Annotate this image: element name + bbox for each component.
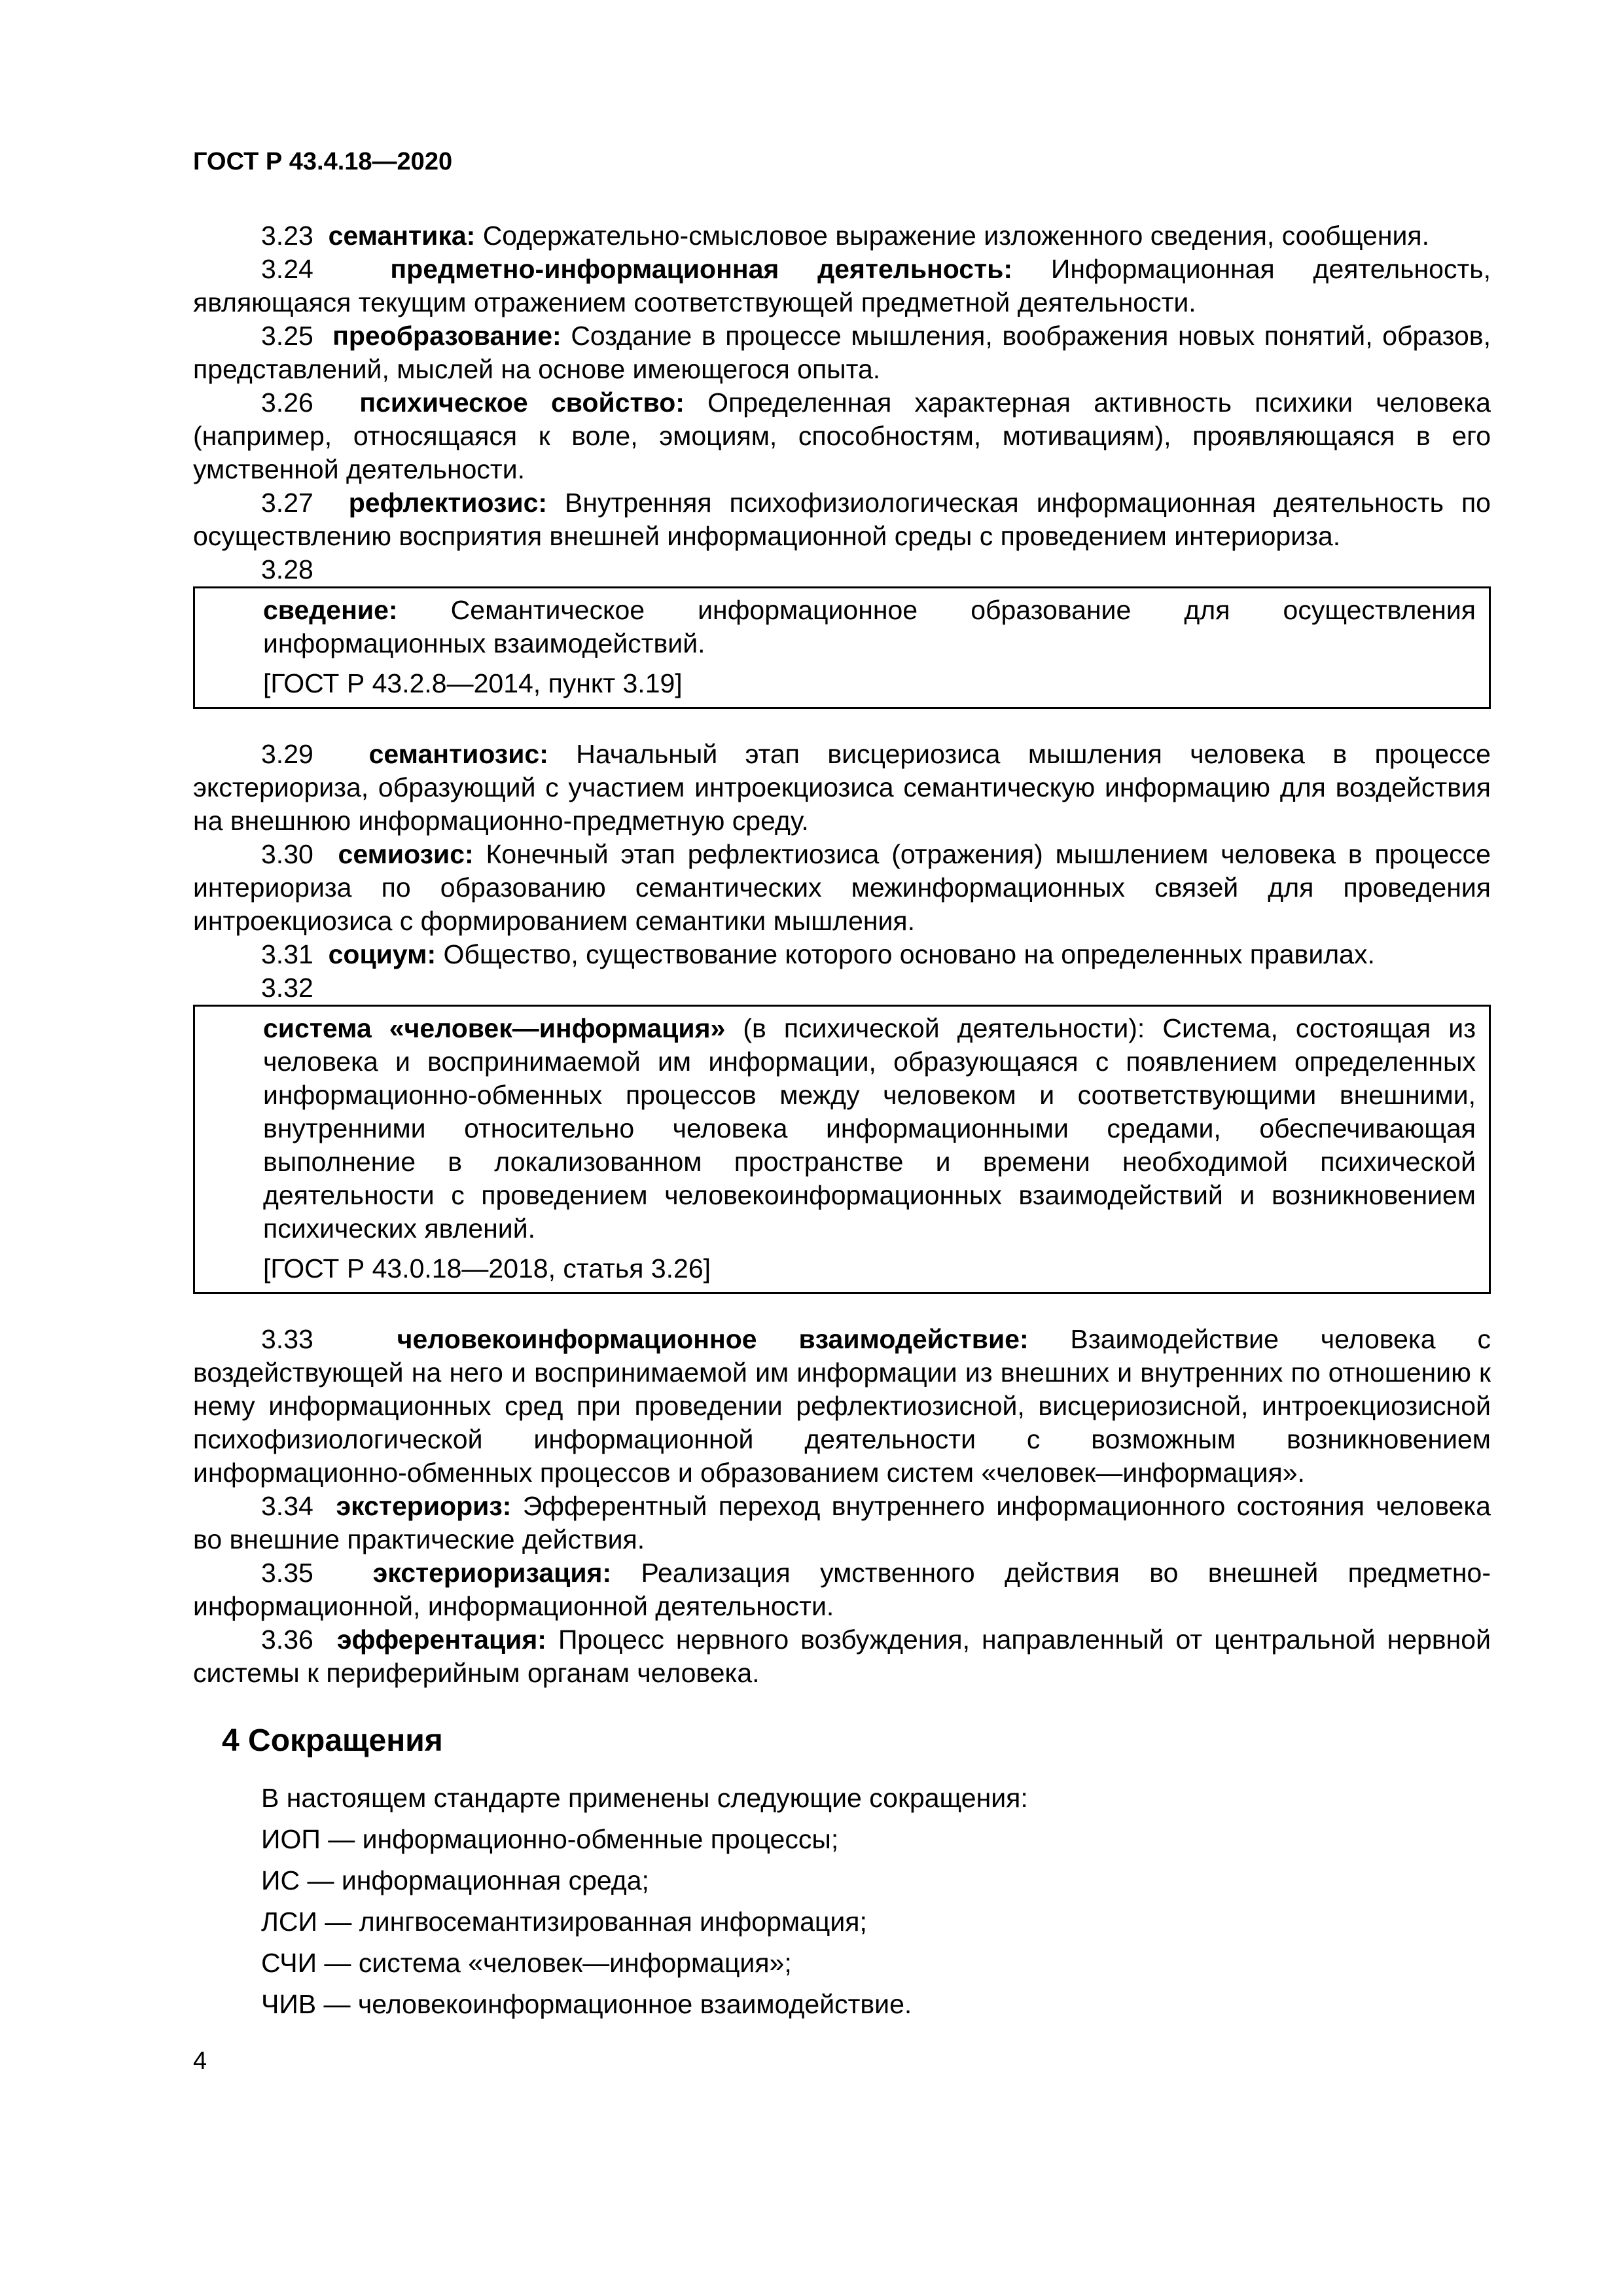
definition-text: Процесс нервного возбуждения, направленный от центральной нервной системы к периферийным органам человека. [193,1624,1491,1688]
spacer [193,709,1491,738]
definition-text: Семантическое информационное образование для осуществления информационных взаимодействий. [263,595,1476,658]
item-number: 3.35 [261,1558,313,1588]
term: семантиозис: [368,739,548,769]
definition-text: Эфферентный переход внутреннего информационного состояния человека во внешние практические действия. [193,1491,1491,1554]
item-number: 3.29 [261,739,313,769]
abbreviation-item: СЧИ — система «человек—информация»; [261,1948,792,1978]
boxed-definition-3-32 [193,1005,1491,1294]
item-number: 3.33 [261,1324,313,1354]
term: сведение: [263,595,398,625]
document-body [193,219,1491,2029]
term: социум: [328,939,437,969]
document-header: ГОСТ Р 43.4.18—2020 [193,148,453,175]
abbreviations-intro: В настоящем стандарте применены следующие сокращения: [261,1783,1028,1813]
definition-3-29 [193,738,1491,838]
definition-text: Создание в процессе мышления, воображения новых понятий, образов, представлений, мыслей на основе имеющегося опыта. [193,321,1491,384]
section-4-title: 4 Сокращения [222,1723,443,1758]
term: человекоинформационное взаимодействие: [397,1324,1029,1354]
definition-text: Информационная деятельность, являющаяся текущим отражением соответствующей предметной деятельности. [193,254,1491,317]
definition-text: Начальный этап висцериозиса мышления человека в процессе экстериориза, образующий с участием интроекциозиса семантическую информацию для воздействия на внешнюю информационно-предметную среду. [193,739,1491,836]
term: предметно-информационная деятельность: [390,254,1013,284]
item-number: 3.24 [261,254,313,284]
definition-text: Определенная характерная активность психики человека (например, относящаяся к воле, эмоциям, способностям, мотивациям), проявляющаяся в его умственной деятельности. [193,387,1491,484]
term: экстериоризация: [372,1558,612,1588]
term: семантика: [328,221,476,251]
term: эфферентация: [336,1624,546,1655]
page-number: 4 [193,2047,207,2075]
definition-3-26 [193,386,1491,486]
definition-3-31 [193,938,1491,971]
abbreviation-item: ЛСИ — лингвосемантизированная информация; [261,1907,867,1937]
spacer [193,1294,1491,1323]
source-reference: [ГОСТ Р 43.0.18—2018, статья 3.26] [263,1253,711,1283]
term: семиозис: [338,839,474,869]
item-number: 3.26 [261,387,313,418]
definition-text: Взаимодействие человека с воздействующей на него и воспринимаемой им информации из внешних и внутренних по отношению к нему информационных сред при проведении рефлектиозисной, висцериозисной, интроекциозисной психофизиологической информационной деятельности с возможным возникновением информационно-обменных процессов и образованием систем «человек—информация». [193,1324,1491,1488]
definition-3-27 [193,486,1491,553]
definition-text: (в психической деятельности): Система, состоящая из человека и воспринимаемой им информации, образующаяся с появлением определенных информационно-обменных процессов между человеком и соответствующими внешними, внутренними относительно человека информационными средами, обеспечивающая выполнение в локализованном пространстве и времени необходимой психической деятельности с проведением человекоинформационных взаимодействий и возникновением психических явлений. [263,1013,1476,1244]
item-number: 3.30 [261,839,313,869]
abbreviation-item: ЧИВ — человекоинформационное взаимодействие. [261,1989,912,2019]
definition-3-25 [193,319,1491,386]
item-number-3-28: 3.28 [261,554,313,584]
item-number: 3.34 [261,1491,313,1521]
boxed-definition-3-28 [193,586,1491,709]
definition-text: Реализация умственного действия во внешней предметно-информационной, информационной деятельности. [193,1558,1491,1621]
item-number: 3.25 [261,321,313,351]
source-reference: [ГОСТ Р 43.2.8—2014, пункт 3.19] [263,668,683,698]
term: система «человек—информация» [263,1013,726,1043]
boxed-definition-text [263,1012,1476,1246]
abbreviation-item: ИС — информационная среда; [261,1865,649,1895]
term: психическое свойство: [359,387,685,418]
definition-3-30 [193,838,1491,938]
item-number: 3.36 [261,1624,313,1655]
definition-3-35 [193,1556,1491,1623]
definition-text: Внутренняя психофизиологическая информационная деятельность по осуществлению восприятия внешней информационной среды с проведением интериориза. [193,488,1491,551]
definition-3-33 [193,1323,1491,1490]
definition-text: Общество, существование которого основано на определенных правилах. [443,939,1375,969]
definition-3-36 [193,1623,1491,1690]
term: преобразование: [332,321,562,351]
term: рефлектиозис: [348,488,548,518]
item-number-3-32: 3.32 [261,973,313,1003]
boxed-definition-text [263,594,1476,660]
item-number: 3.27 [261,488,313,518]
definition-3-34 [193,1490,1491,1556]
term: экстериориз: [336,1491,512,1521]
definition-3-24 [193,253,1491,319]
definition-3-23 [193,219,1491,253]
abbreviation-item: ИОП — информационно-обменные процессы; [261,1824,839,1854]
item-number: 3.23 [261,221,313,251]
item-number: 3.31 [261,939,313,969]
definition-text: Содержательно-смысловое выражение изложенного сведения, сообщения. [482,221,1429,251]
definition-text: Конечный этап рефлектиозиса (отражения) мышлением человека в процессе интериориза по образованию семантических межинформационных связей для проведения интроекциозиса с формированием семантики мышления. [193,839,1491,936]
